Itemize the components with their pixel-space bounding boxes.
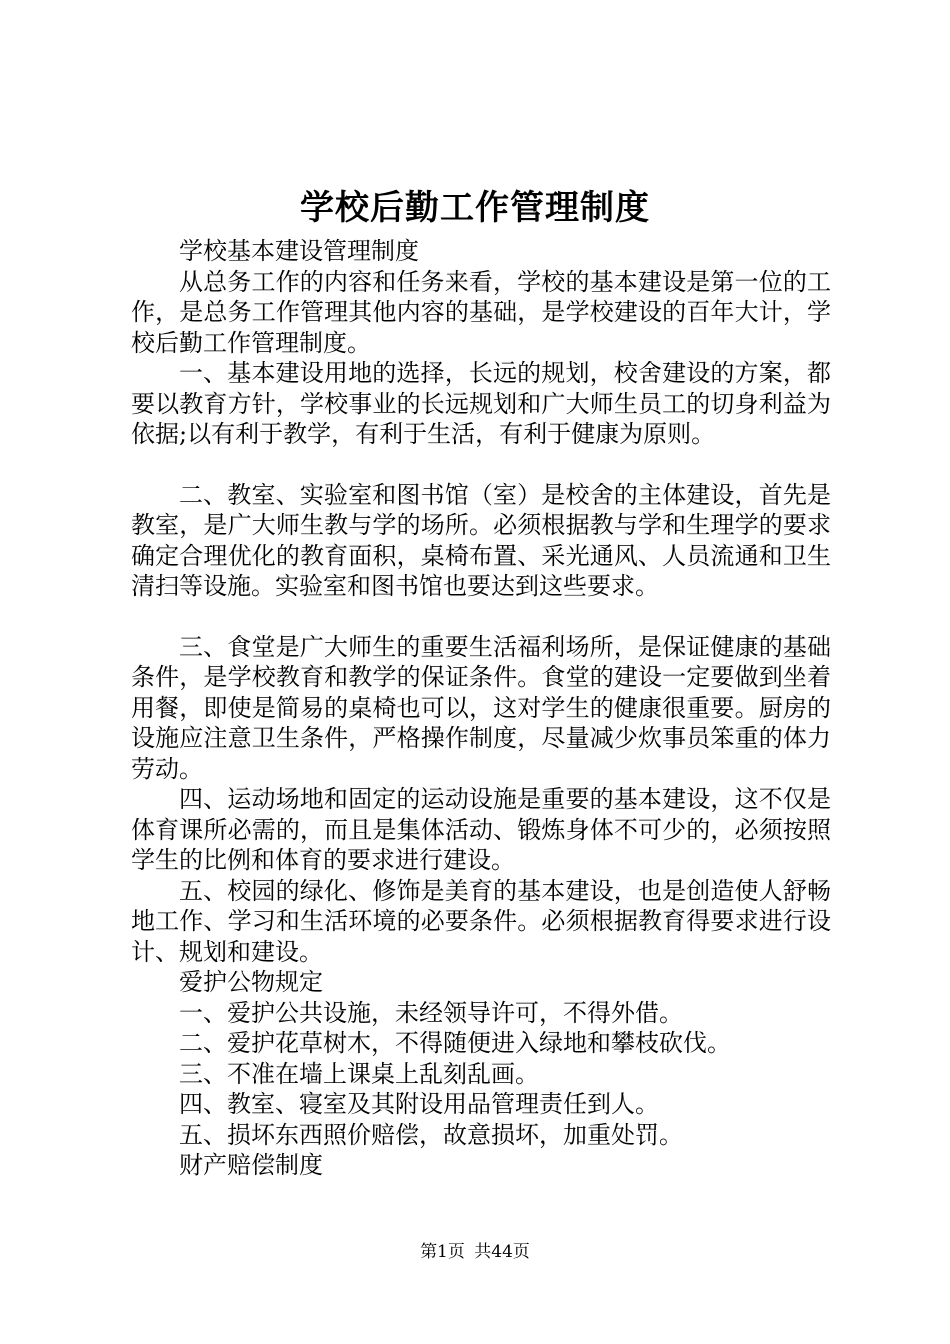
section-heading: 学校基本建设管理制度 xyxy=(179,237,419,265)
body-paragraph: 五、校园的绿化、修饰是美育的基本建设，也是创造使人舒畅地工作、学习和生活环境的必要条件。必须根据教育得要求进行设计、规划和建设。 xyxy=(131,876,831,966)
body-paragraph: 一、基本建设用地的选择，长远的规划，校舍建设的方案，都要以教育方针，学校事业的长远规划和广大师生员工的切身利益为依据;以有利于教学，有利于生活，有利于健康为原则。 xyxy=(131,359,831,448)
rule-item: 四、教室、寝室及其附设用品管理责任到人。 xyxy=(179,1090,659,1118)
page-total: 共44页 xyxy=(474,1242,530,1262)
rule-item: 一、爱护公共设施，未经领导许可，不得外借。 xyxy=(179,998,683,1027)
body-paragraph: 从总务工作的内容和任务来看，学校的基本建设是第一位的工作，是总务工作管理其他内容的基础，是学校建设的百年大计，学校后勤工作管理制度。 xyxy=(131,267,831,357)
page-number: 第1页 xyxy=(420,1242,465,1262)
page-footer xyxy=(0,1240,950,1264)
document-title: 学校后勤工作管理制度 xyxy=(300,188,650,228)
rule-item: 三、不准在墙上课桌上乱刻乱画。 xyxy=(179,1059,539,1088)
rule-item: 五、损坏东西照价赔偿，故意损坏，加重处罚。 xyxy=(179,1120,683,1149)
body-paragraph: 四、运动场地和固定的运动设施是重要的基本建设，这不仅是体育课所必需的，而且是集体活动、锻炼身体不可少的，必须按照学生的比例和体育的要求进行建设。 xyxy=(131,785,831,874)
section-heading: 财产赔偿制度 xyxy=(179,1151,323,1179)
document-body xyxy=(131,236,831,1181)
body-paragraph: 二、教室、实验室和图书馆（室）是校舍的主体建设，首先是教室，是广大师生教与学的场所。必须根据教与学和生理学的要求确定合理优化的教育面积，桌椅布置、采光通风、人员流通和卫生清扫等设施。实验室和图书馆也要达到这些要求。 xyxy=(131,480,831,600)
body-paragraph: 三、食堂是广大师生的重要生活福利场所，是保证健康的基础条件，是学校教育和教学的保证条件。食堂的建设一定要做到坐着用餐，即使是简易的桌椅也可以，这对学生的健康很重要。厨房的设施应注意卫生条件，严格操作制度，尽量减少炊事员笨重的体力劳动。 xyxy=(131,632,831,783)
section-heading: 爱护公物规定 xyxy=(179,968,323,996)
rule-item: 二、爱护花草树木，不得随便进入绿地和攀枝砍伐。 xyxy=(179,1029,731,1057)
